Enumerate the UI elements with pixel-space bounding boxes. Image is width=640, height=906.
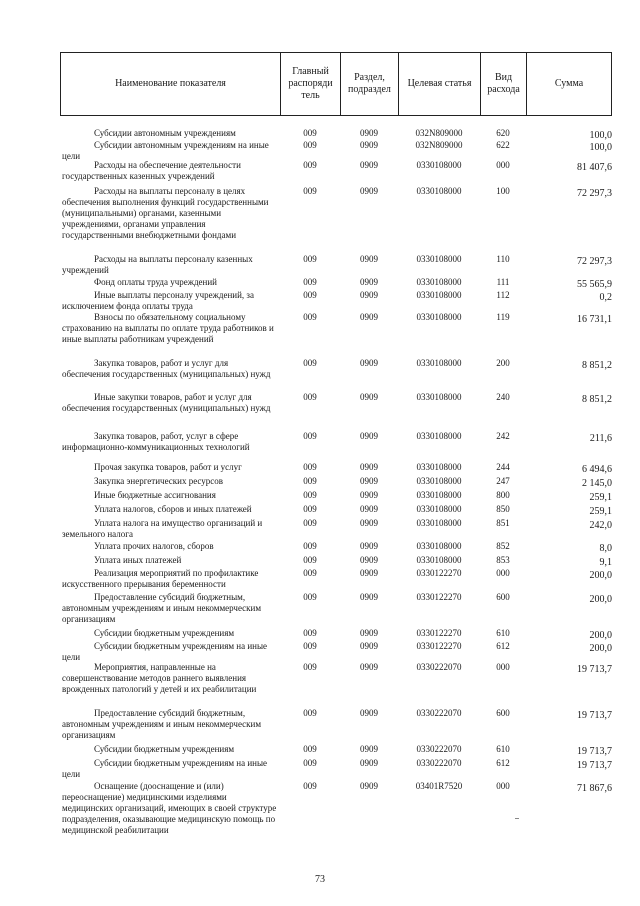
cell-glav: 009 xyxy=(303,504,317,514)
cell-glav: 009 xyxy=(303,392,317,402)
cell-name: Фонд оплаты труда учреждений xyxy=(94,277,217,287)
cell-sum: 81 407,6 xyxy=(577,162,612,173)
cell-vid: 200 xyxy=(496,358,510,368)
cell-vid: 612 xyxy=(496,641,510,651)
cell-sum: 72 297,3 xyxy=(577,188,612,199)
cell-vid: 000 xyxy=(496,662,510,672)
cell-glav: 009 xyxy=(303,628,317,638)
cell-sum: 55 565,9 xyxy=(577,279,612,290)
cell-razd: 0909 xyxy=(360,462,378,472)
header-sum: Сумма xyxy=(554,78,584,89)
cell-sum: 200,0 xyxy=(589,594,612,605)
cell-vid: 610 xyxy=(496,628,510,638)
cell-vid: 112 xyxy=(496,290,510,300)
cell-vid: 110 xyxy=(496,254,510,264)
cell-sum: 259,1 xyxy=(589,506,612,517)
cell-name: Расходы на выплаты персоналу казенных учреждений xyxy=(62,254,253,275)
cell-name: Иные выплаты персоналу учреждений, за исключением фонда оплаты труда xyxy=(62,290,254,311)
cell-cel: 0330108000 xyxy=(416,254,462,264)
cell-razd: 0909 xyxy=(360,186,378,196)
cell-name: Предоставление субсидий бюджетным, автономным учреждениям и иным некоммерческим организациям xyxy=(62,708,262,740)
cell-glav: 009 xyxy=(303,662,317,672)
cell-cel: 032N809000 xyxy=(415,140,463,150)
cell-cel: 0330108000 xyxy=(416,431,462,441)
cell-vid: 244 xyxy=(496,462,510,472)
cell-vid: 612 xyxy=(496,758,510,768)
cell-razd: 0909 xyxy=(360,392,378,402)
cell-cel: 0330108000 xyxy=(416,277,462,287)
cell-name: Закупка энергетических ресурсов xyxy=(94,476,224,486)
cell-glav: 009 xyxy=(303,160,317,170)
cell-glav: 009 xyxy=(303,555,317,565)
cell-razd: 0909 xyxy=(360,555,378,565)
cell-glav: 009 xyxy=(303,744,317,754)
cell-razd: 0909 xyxy=(360,476,378,486)
cell-name: Прочая закупка товаров, работ и услуг xyxy=(94,462,242,472)
cell-glav: 009 xyxy=(303,758,317,768)
cell-sum: 8 851,2 xyxy=(582,394,612,405)
cell-razd: 0909 xyxy=(360,592,378,602)
cell-name: Субсидии автономным учреждениям xyxy=(94,128,236,138)
cell-vid: 622 xyxy=(496,140,510,150)
cell-name: Иные бюджетные ассигнования xyxy=(94,490,216,500)
cell-vid: 119 xyxy=(496,312,510,322)
cell-cel: 032N809000 xyxy=(415,128,463,138)
cell-sum: 8 851,2 xyxy=(582,360,612,371)
cell-vid: 000 xyxy=(496,160,510,170)
cell-sum: 16 731,1 xyxy=(577,314,612,325)
cell-sum: 19 713,7 xyxy=(577,664,612,675)
cell-cel: 0330122270 xyxy=(416,641,462,651)
cell-razd: 0909 xyxy=(360,128,378,138)
cell-name: Реализация мероприятий по профилактике искусственного прерывания беременности xyxy=(62,568,259,589)
cell-vid: 000 xyxy=(496,568,510,578)
cell-cel: 0330108000 xyxy=(416,462,462,472)
cell-cel: 0330108000 xyxy=(416,312,462,322)
cell-glav: 009 xyxy=(303,277,317,287)
cell-razd: 0909 xyxy=(360,358,378,368)
cell-razd: 0909 xyxy=(360,312,378,322)
cell-name: Субсидии бюджетным учреждениям xyxy=(94,744,235,754)
cell-glav: 009 xyxy=(303,128,317,138)
cell-name: Расходы на выплаты персоналу в целях обеспечения выполнения функций государственными (муниципальными) органами, казенными учреждениями, органами управления государственными внебюджетными фондами xyxy=(62,186,269,240)
cell-vid: 600 xyxy=(496,592,510,602)
cell-glav: 009 xyxy=(303,641,317,651)
cell-cel: 0330108000 xyxy=(416,504,462,514)
header-name: Наименование показателя xyxy=(61,53,281,115)
cell-glav: 009 xyxy=(303,358,317,368)
cell-cel: 0330222070 xyxy=(416,662,462,672)
cell-vid: 853 xyxy=(496,555,510,565)
cell-name: Субсидии бюджетным учреждениям xyxy=(94,628,235,638)
cell-vid: 600 xyxy=(496,708,510,718)
header-razd: Раздел, подраздел xyxy=(341,53,399,115)
cell-name: Уплата налогов, сборов и иных платежей xyxy=(94,504,252,514)
cell-name: Уплата прочих налогов, сборов xyxy=(94,541,214,551)
cell-vid: 000 xyxy=(496,781,510,791)
cell-glav: 009 xyxy=(303,312,317,322)
cell-glav: 009 xyxy=(303,186,317,196)
cell-name: Уплата иных платежей xyxy=(94,555,182,565)
cell-vid: 240 xyxy=(496,392,510,402)
cell-glav: 009 xyxy=(303,490,317,500)
cell-sum: 211,6 xyxy=(589,433,612,444)
cell-vid: 100 xyxy=(496,186,510,196)
cell-name: Закупка товаров, работ и услуг для обеспечения государственных (муниципальных) нужд xyxy=(62,358,271,379)
cell-name: Субсидии бюджетным учреждениям на иные цели xyxy=(62,641,268,662)
cell-cel: 0330108000 xyxy=(416,541,462,551)
cell-glav: 009 xyxy=(303,592,317,602)
cell-name: Взносы по обязательному социальному страхованию на выплаты по оплате труда работников и иные выплаты работникам учреждений xyxy=(62,312,274,344)
cell-cel: 0330222070 xyxy=(416,744,462,754)
cell-sum: 0,2 xyxy=(599,292,612,303)
cell-cel: 03401R7520 xyxy=(415,781,463,791)
cell-vid: 242 xyxy=(496,431,510,441)
cell-vid: 800 xyxy=(496,490,510,500)
cell-cel: 0330222070 xyxy=(416,708,462,718)
cell-sum: 200,0 xyxy=(589,630,612,641)
cell-sum: 200,0 xyxy=(589,570,612,581)
cell-glav: 009 xyxy=(303,541,317,551)
cell-sum: 71 867,6 xyxy=(577,783,612,794)
cell-sum: 242,0 xyxy=(589,520,612,531)
cell-vid: 610 xyxy=(496,744,510,754)
cell-razd: 0909 xyxy=(360,628,378,638)
cell-cel: 0330108000 xyxy=(416,476,462,486)
cell-cel: 0330108000 xyxy=(416,290,462,300)
cell-razd: 0909 xyxy=(360,504,378,514)
cell-razd: 0909 xyxy=(360,490,378,500)
cell-sum: 259,1 xyxy=(589,492,612,503)
cell-razd: 0909 xyxy=(360,431,378,441)
cell-sum: 100,0 xyxy=(589,142,612,153)
cell-sum: 19 713,7 xyxy=(577,710,612,721)
cell-cel: 0330222070 xyxy=(416,758,462,768)
header-cel: Целевая статья xyxy=(399,53,481,115)
cell-glav: 009 xyxy=(303,431,317,441)
cell-sum: 9,1 xyxy=(599,557,612,568)
cell-sum: 72 297,3 xyxy=(577,256,612,267)
cell-vid: 111 xyxy=(496,277,510,287)
cell-glav: 009 xyxy=(303,568,317,578)
cell-cel: 0330108000 xyxy=(416,518,462,528)
cell-name: Уплата налога на имущество организаций и земельного налога xyxy=(62,518,263,539)
cell-razd: 0909 xyxy=(360,140,378,150)
cell-sum: 6 494,6 xyxy=(582,464,612,475)
cell-name: Иные закупки товаров, работ и услуг для обеспечения государственных (муниципальных) нужд xyxy=(62,392,271,413)
cell-sum: 200,0 xyxy=(589,643,612,654)
cell-glav: 009 xyxy=(303,518,317,528)
cell-name: Предоставление субсидий бюджетным, автономным учреждениям и иным некоммерческим организациям xyxy=(62,592,262,624)
cell-glav: 009 xyxy=(303,476,317,486)
cell-name: Оснащение (дооснащение и (или) переоснащение) медицинскими изделиями медицинских организаций, имеющих в своей структуре подразделения, оказывающие медицинскую помощь по медицинской реабилитации xyxy=(62,781,277,835)
cell-cel: 0330108000 xyxy=(416,186,462,196)
cell-cel: 0330122270 xyxy=(416,568,462,578)
cell-vid: 247 xyxy=(496,476,510,486)
cell-razd: 0909 xyxy=(360,518,378,528)
cell-cel: 0330108000 xyxy=(416,555,462,565)
cell-glav: 009 xyxy=(303,781,317,791)
cell-name: Закупка товаров, работ, услуг в сфере информационно-коммуникационных технологий xyxy=(62,431,250,452)
cell-cel: 0330108000 xyxy=(416,160,462,170)
cell-glav: 009 xyxy=(303,254,317,264)
cell-razd: 0909 xyxy=(360,744,378,754)
cell-cel: 0330122270 xyxy=(416,628,462,638)
cell-cel: 0330108000 xyxy=(416,358,462,368)
header-vid: Вид расхода xyxy=(481,53,527,115)
scan-speck xyxy=(515,818,519,819)
cell-razd: 0909 xyxy=(360,290,378,300)
cell-razd: 0909 xyxy=(360,541,378,551)
cell-razd: 0909 xyxy=(360,254,378,264)
cell-sum: 8,0 xyxy=(599,543,612,554)
cell-name: Субсидии автономным учреждениям на иные цели xyxy=(62,140,269,161)
header-glav: Главный распоряди тель xyxy=(281,53,341,115)
cell-vid: 852 xyxy=(496,541,510,551)
cell-vid: 620 xyxy=(496,128,510,138)
cell-razd: 0909 xyxy=(360,277,378,287)
cell-name: Расходы на обеспечение деятельности государственных казенных учреждений xyxy=(62,160,241,181)
cell-sum: 100,0 xyxy=(589,130,612,141)
cell-name: Мероприятия, направленные на совершенствование методов раннего выявления врожденных патологий у детей и их реабилитации xyxy=(62,662,257,694)
cell-razd: 0909 xyxy=(360,160,378,170)
cell-glav: 009 xyxy=(303,140,317,150)
page-number: 73 xyxy=(315,874,325,885)
cell-glav: 009 xyxy=(303,290,317,300)
cell-razd: 0909 xyxy=(360,662,378,672)
table-header xyxy=(60,52,612,116)
cell-razd: 0909 xyxy=(360,708,378,718)
cell-razd: 0909 xyxy=(360,781,378,791)
cell-vid: 851 xyxy=(496,518,510,528)
cell-cel: 0330108000 xyxy=(416,490,462,500)
cell-sum: 19 713,7 xyxy=(577,760,612,771)
cell-name: Субсидии бюджетным учреждениям на иные цели xyxy=(62,758,268,779)
cell-glav: 009 xyxy=(303,462,317,472)
cell-vid: 850 xyxy=(496,504,510,514)
cell-cel: 0330108000 xyxy=(416,392,462,402)
cell-sum: 19 713,7 xyxy=(577,746,612,757)
cell-cel: 0330122270 xyxy=(416,592,462,602)
cell-razd: 0909 xyxy=(360,641,378,651)
cell-sum: 2 145,0 xyxy=(582,478,612,489)
cell-razd: 0909 xyxy=(360,568,378,578)
cell-razd: 0909 xyxy=(360,758,378,768)
cell-glav: 009 xyxy=(303,708,317,718)
